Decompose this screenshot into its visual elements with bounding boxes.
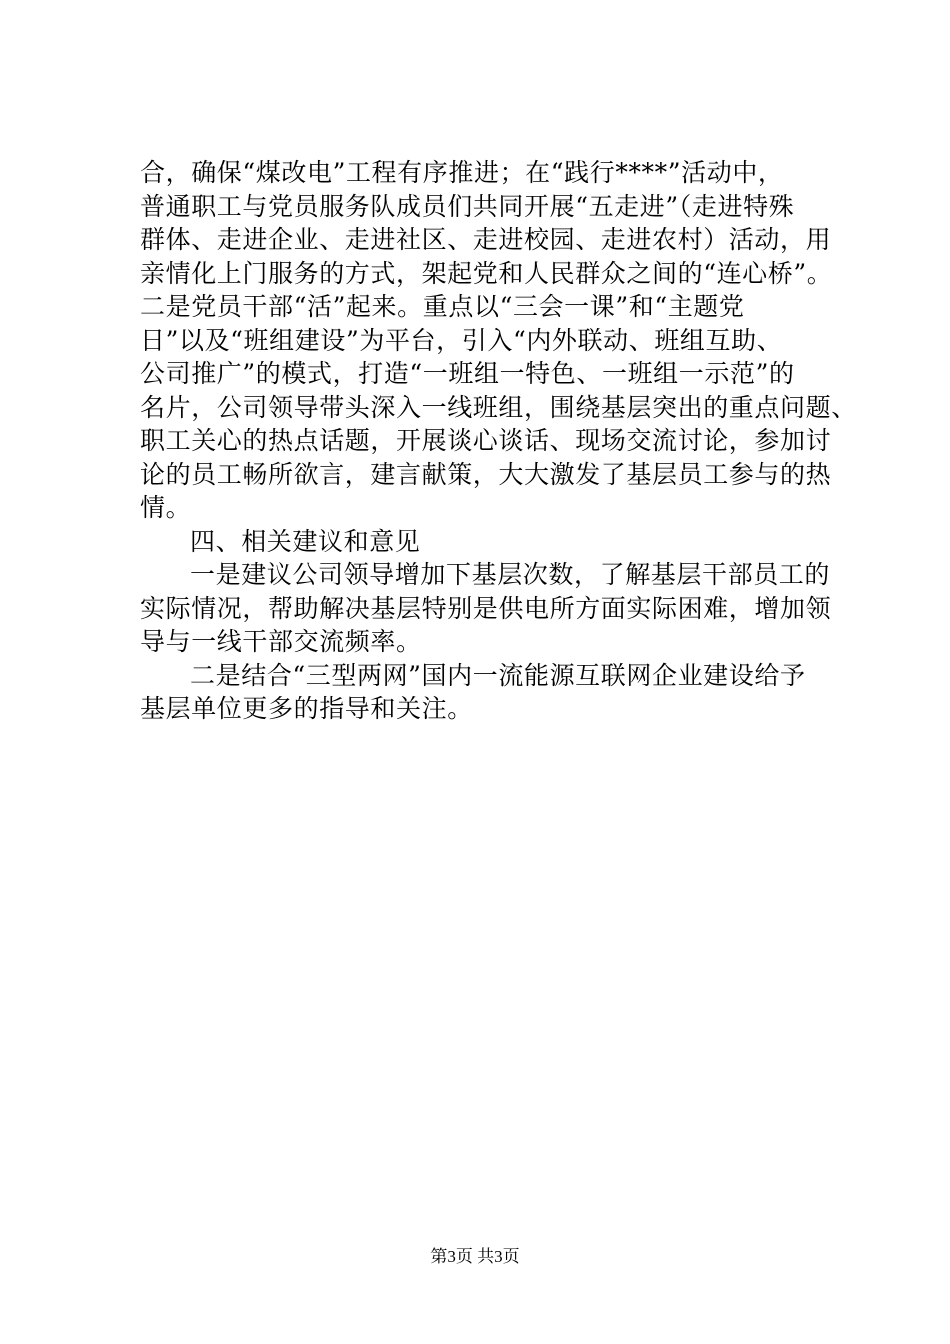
text-line: 情。	[140, 493, 192, 522]
text-line: 实际情况，帮助解决基层特别是供电所方面实际困难，增加领	[140, 593, 832, 623]
text-line: 二是党员干部“活”起来。重点以“三会一课”和“主题党	[140, 292, 745, 321]
text-line: 合，确保“煤改电”工程有序推进；在“践行****”活动中，	[140, 158, 784, 187]
text-line: 普通职工与党员服务队成员们共同开展“五走进”（走进特殊	[140, 191, 795, 221]
text-line: 导与一线干部交流频率。	[140, 627, 422, 656]
text-line: 论的员工畅所欲言，建言献策，大大激发了基层员工参与的热	[140, 459, 832, 489]
text-line: 基层单位更多的指导和关注。	[140, 694, 473, 723]
text-line: 日”以及“班组建设”为平台，引入“内外联动、班组互助、	[140, 325, 783, 355]
text-line: 名片，公司领导带头深入一线班组，围绕基层突出的重点问题、	[140, 392, 857, 422]
text-line: 职工关心的热点话题，开展谈心谈话、现场交流讨论，参加讨	[140, 426, 832, 455]
text-line: 公司推广”的模式，打造“一班组一特色、一班组一示范”的	[140, 359, 795, 388]
document-body	[140, 156, 857, 726]
text-line: 群体、走进企业、走进社区、走进校园、走进农村）活动，用	[140, 225, 832, 254]
page-number-footer: 第3页 共3页	[430, 1247, 520, 1266]
text-line: 亲情化上门服务的方式，架起党和人民群众之间的“连心桥”。	[140, 258, 833, 288]
section-heading: 四、相关建议和意见	[190, 526, 421, 556]
text-line: 二是结合“三型两网”国内一流能源互联网企业建设给予	[190, 660, 806, 690]
text-line: 一是建议公司领导增加下基层次数，了解基层干部员工的	[190, 560, 831, 589]
